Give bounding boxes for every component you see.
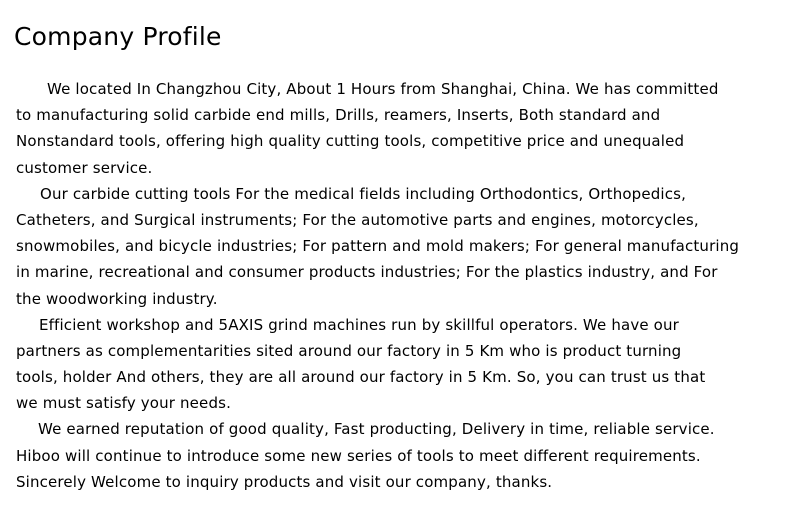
paragraph-1-line-1: We located In Changzhou City, About 1 Hours from Shanghai, China. We has committed <box>47 80 719 98</box>
page-title: Company Profile <box>14 22 222 51</box>
paragraph-2-line-4: in marine, recreational and consumer products industries; For the plastics industry, and For <box>16 263 718 282</box>
paragraph-3-line-4: we must satisfy your needs. <box>16 394 231 413</box>
paragraph-4-line-1: We earned reputation of good quality, Fast producting, Delivery in time, reliable service. <box>38 420 715 439</box>
paragraph-1-line-2: to manufacturing solid carbide end mills, Drills, reamers, Inserts, Both standard and <box>16 106 661 125</box>
company-profile-body <box>16 76 796 495</box>
paragraph-4-line-2: Hiboo will continue to introduce some new series of tools to meet different requirements. <box>16 446 701 465</box>
paragraph-1-line-3: Nonstandard tools, offering high quality cutting tools, competitive price and unequaled <box>16 132 685 151</box>
paragraph-2-line-3: snowmobiles, and bicycle industries; For pattern and mold makers; For general manufacturing <box>16 237 740 256</box>
paragraph-2-line-5: the woodworking industry. <box>16 289 218 308</box>
paragraph-4-line-3: Sincerely Welcome to inquiry products and visit our company, thanks. <box>16 472 553 491</box>
paragraph-2-line-2: Catheters, and Surgical instruments; For the automotive parts and engines, motorcycles, <box>16 210 699 229</box>
paragraph-1-line-4: customer service. <box>16 158 153 177</box>
paragraph-3-line-2: partners as complementarities sited around our factory in 5 Km who is product turning <box>16 341 682 360</box>
paragraph-2-line-1: Our carbide cutting tools For the medical fields including Orthodontics, Orthopedics, <box>40 184 687 203</box>
paragraph-3-line-3: tools, holder And others, they are all around our factory in 5 Km. So, you can trust us that <box>16 368 706 387</box>
paragraph-3-line-1: Efficient workshop and 5AXIS grind machines run by skillful operators. We have our <box>39 315 679 334</box>
